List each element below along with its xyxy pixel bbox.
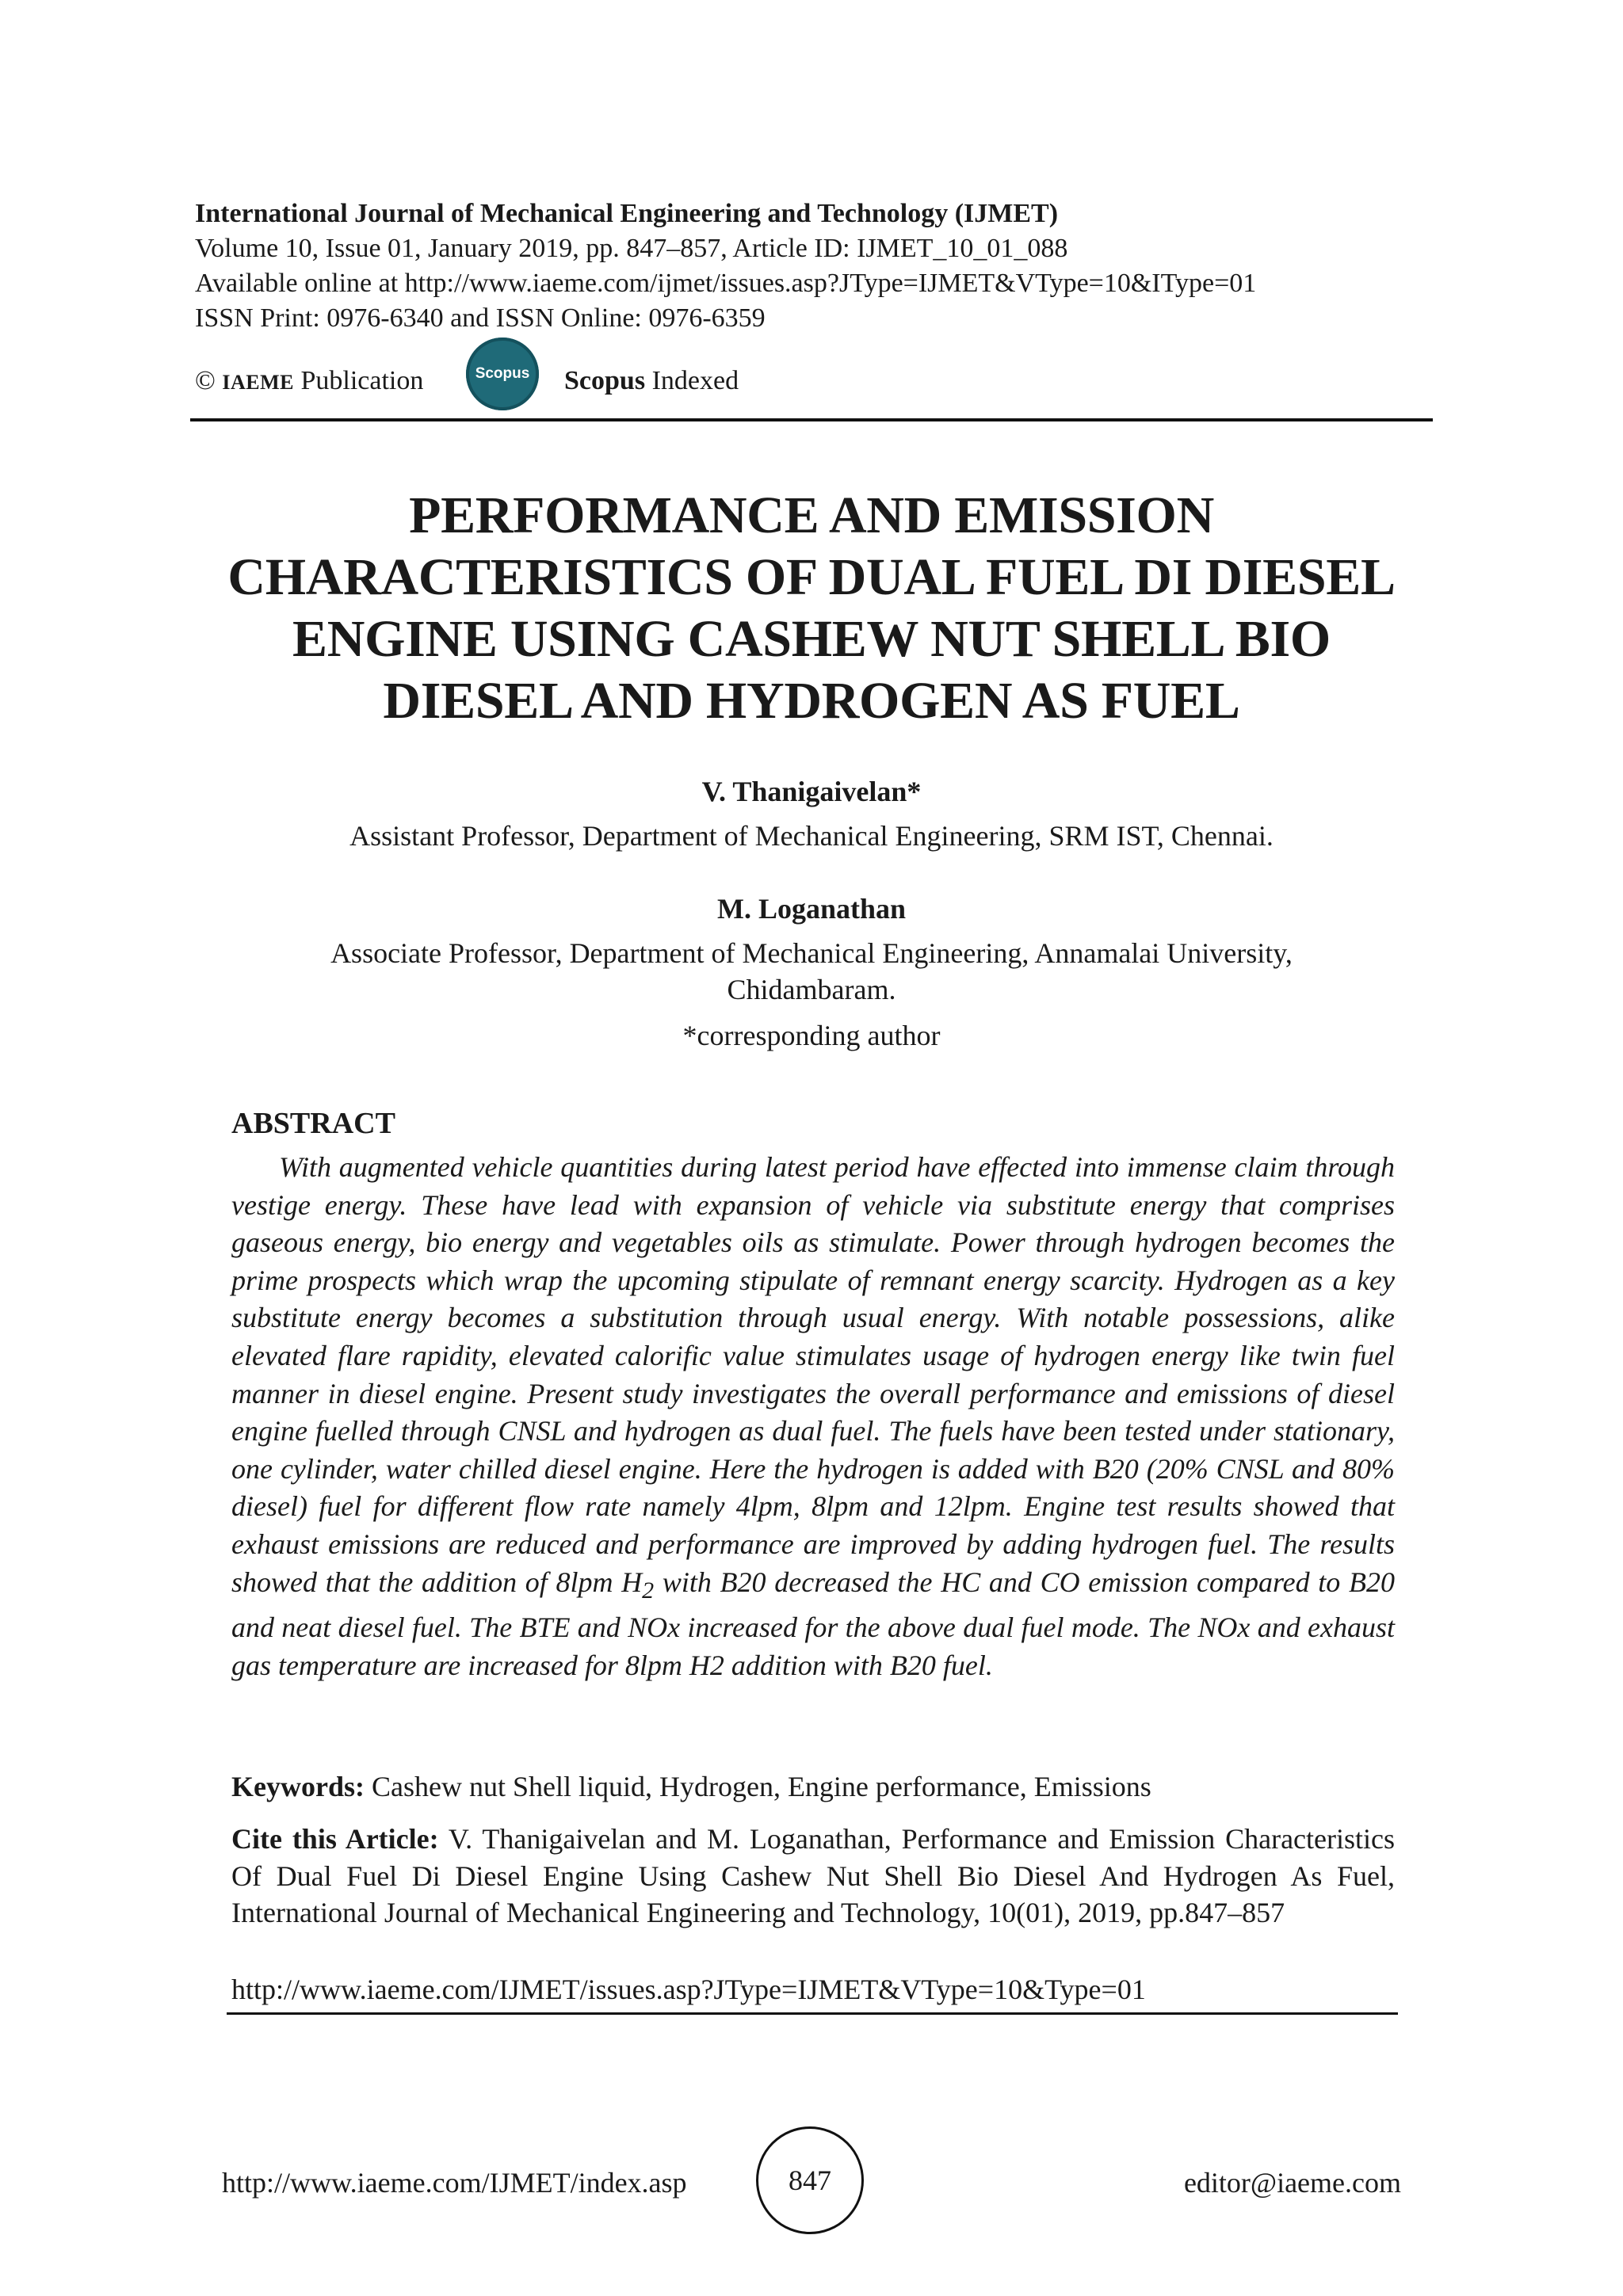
journal-name: International Journal of Mechanical Engineering and Technology (IJMET) <box>195 199 1059 228</box>
journal-header <box>195 196 1431 336</box>
header-divider <box>190 418 1433 421</box>
publisher-credit <box>195 366 423 396</box>
title-line: ENGINE USING CASHEW NUT SHELL BIO <box>292 610 1331 668</box>
footer-url-link[interactable]: http://www.iaeme.com/IJMET/index.asp <box>222 2167 687 2199</box>
keywords-line <box>231 1768 1395 1805</box>
author-block <box>158 891 1465 1008</box>
author-affiliation-continued: Chidambaram. <box>727 974 896 1005</box>
page-number: 847 <box>789 2164 831 2196</box>
journal-issn-line: ISSN Print: 0976-6340 and ISSN Online: 0976-6359 <box>195 303 766 333</box>
title-line: CHARACTERISTICS OF DUAL FUEL DI DIESEL <box>227 548 1396 606</box>
author-block <box>158 773 1465 854</box>
journal-available-line: Available online at http://www.iaeme.com/ijmet/issues.asp?JType=IJMET&VType=10&IType=01 <box>195 269 1257 298</box>
title-line: DIESEL AND HYDROGEN AS FUEL <box>383 672 1240 730</box>
abstract-text <box>231 1149 1395 1685</box>
abstract-text-part: with B20 decreased the HC and CO emission compared to B20 and neat diesel fuel. The BTE and NOx increased for the above dual fuel mode. The NOx and exhaust gas temperature are increased for 8lpm H2 addition with B20 fuel. <box>231 1566 1395 1681</box>
abstract-heading: ABSTRACT <box>231 1107 395 1140</box>
keywords-label: Keywords: <box>231 1771 365 1802</box>
paper-title <box>158 485 1465 732</box>
publisher-row <box>195 338 1431 409</box>
footer-email-link[interactable]: editor@iaeme.com <box>1183 2167 1401 2199</box>
author-affiliation: Associate Professor, Department of Mechanical Engineering, Annamalai University, <box>330 937 1293 969</box>
keywords-text: Cashew nut Shell liquid, Hydrogen, Engine performance, Emissions <box>364 1771 1151 1802</box>
author-name: V. Thanigaivelan* <box>701 776 922 807</box>
citation-block <box>231 1821 1395 1932</box>
citation-url-link[interactable]: http://www.iaeme.com/IJMET/issues.asp?JType=IJMET&VType=10&Type=01 <box>231 1974 1146 2005</box>
scopus-word: Scopus <box>564 366 646 395</box>
author-affiliation: Assistant Professor, Department of Mechanical Engineering, SRM IST, Chennai. <box>349 820 1274 852</box>
citation-text: V. Thanigaivelan and M. Loganathan, Performance and Emission Characteristics Of Dual Fuel Di Diesel Engine Using Cashew Nut Shell Bio Diesel And Hydrogen As Fuel, International Journal of Mechanical Engineering and Technology, 10(01), 2019, pp.847–857 <box>231 1823 1395 1928</box>
title-line: PERFORMANCE AND EMISSION <box>409 486 1214 544</box>
abstract-text-part: With augmented vehicle quantities during latest period have effected into immense claim through vestige energy. These have lead with expansion of vehicle via substitute energy that comprises gaseous energy, bio energy and vegetables oils as stimulate. Power through hydrogen becomes the prime prospects which wrap the upcoming stipulate of remnant energy scarcity. Hydrogen as a key substitute energy becomes a substitution through usual energy. With notable possessions, alike elevated flare rapidity, elevated calorific value stimulates usage of hydrogen energy like twin fuel manner in diesel engine. Present study investigates the overall performance and emissions of diesel engine fuelled through CNSL and hydrogen as dual fuel. The fuels have been tested under stationary, one cylinder, water chilled diesel engine. Here the hydrogen is added with B20 (20% CNSL and 80% diesel) fuel for different flow rate namely 4lpm, 8lpm and 12lpm. Engine test results showed that exhaust emissions are reduced and performance are improved by adding hydrogen fuel. The results showed that the addition of 8lpm H <box>231 1151 1395 1598</box>
scopus-indexed-label <box>564 366 739 396</box>
scopus-logo-icon <box>466 338 539 410</box>
copyright-symbol: © <box>195 366 216 395</box>
citation-label: Cite this Article: <box>231 1823 439 1855</box>
hydrogen-subscript: 2 <box>642 1577 655 1604</box>
corresponding-author-note: *corresponding author <box>682 1020 941 1051</box>
citation-divider <box>227 2012 1398 2015</box>
publisher-brand: IAEME <box>222 371 294 394</box>
journal-volume-line: Volume 10, Issue 01, January 2019, pp. 847–857, Article ID: IJMET_10_01_088 <box>195 234 1068 263</box>
publisher-word: Publication <box>300 366 424 395</box>
scopus-logo-text: Scopus <box>475 365 530 382</box>
page-number-badge <box>756 2126 864 2234</box>
indexed-word: Indexed <box>651 366 739 395</box>
author-name: M. Loganathan <box>716 893 907 925</box>
